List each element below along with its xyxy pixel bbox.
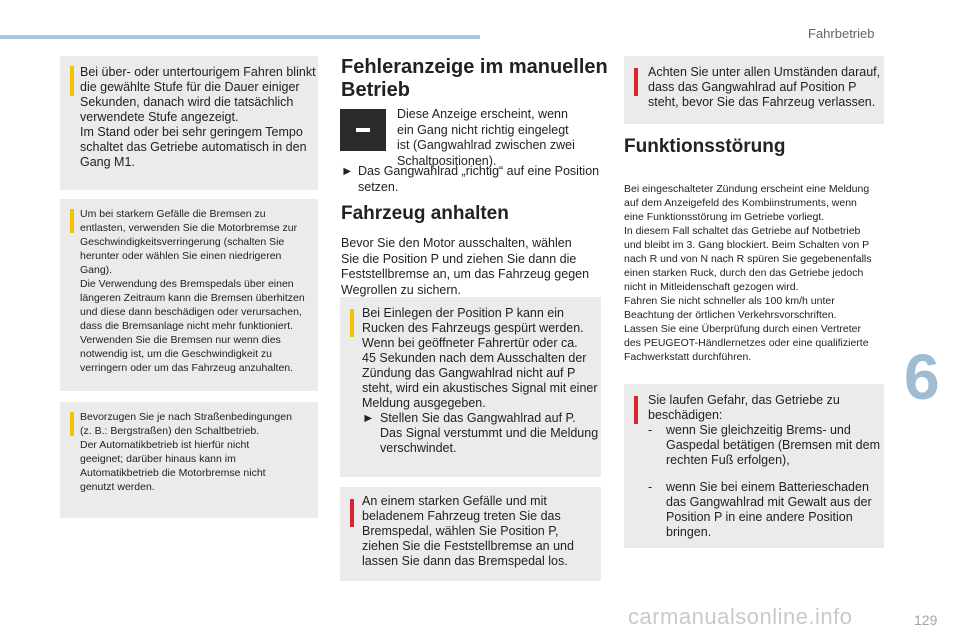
warning-bar [634, 68, 638, 96]
warning-item-pedals: wenn Sie gleichzeitig Brems- und Gaspedal betätigen (Bremsen mit dem rechten Fuß erfolgen), [666, 423, 880, 467]
warning-bar [350, 499, 354, 527]
info-bar [350, 309, 354, 337]
info-box-manual-mode [60, 402, 318, 518]
warning-box-leave-vehicle [624, 56, 884, 124]
bullet-text: Das Gangwahlrad „richtig“ auf eine Position setzen. [358, 164, 600, 194]
heading-malfunction: Funktionsstörung [624, 136, 786, 157]
info-bar [70, 66, 74, 96]
malfunction-paragraph: Bei eingeschalteter Zündung erscheint eine Meldung auf dem Anzeigefeld des Kombiinstruments, wenn eine Funktionsstörung im Getriebe vorliegt. In diesem Fall schaltet das Getriebe auf Notbetrieb und bleibt im 3. Gang blockiert. Beim Schalten von P nach R und von N nach R spüren Sie gegebenenfalls einen starken Ruck, durch den das Getriebe jedoch nicht in Mitleidenschaft gezogen wird. Fahren Sie nicht schneller als 100 km/h unter Beachtung der örtlichen Verkehrsvorschriften. Lassen Sie eine Überprüfung durch einen Vertreter des PEUGEOT-Händlernetzes oder eine qualifizierte Fachwerkstatt durchführen. [624, 183, 872, 363]
warning-text: An einem starken Gefälle und mit beladenem Fahrzeug treten Sie das Bremspedal, wählen Sie Position P, ziehen Sie die Feststellbremse an und lassen Sie dann das Bremspedal los. [362, 494, 574, 568]
warning-bar [634, 396, 638, 424]
info-text: Bei Einlegen der Position P kann ein Rucken des Fahrzeugs gespürt werden. Wenn bei geöffneter Fahrertür oder ca. 45 Sekunden nach dem Ausschalten der Zündung das Gangwahlrad nicht auf P steht, wird ein akustisches Signal mit einer Meldung ausgegeben. [362, 306, 598, 410]
warning-item-battery: wenn Sie bei einem Batterieschaden das Gangwahlrad mit Gewalt aus der Position P in eine andere Position bringen. [666, 480, 872, 539]
gear-error-display-icon [340, 109, 386, 151]
info-bar [70, 209, 74, 233]
info-box-gear-display [60, 56, 318, 190]
display-description: Diese Anzeige erscheint, wenn ein Gang nicht richtig eingelegt ist (Gangwahlrad zwischen zwei Schaltpositionen). [397, 107, 575, 168]
watermark: carmanualsonline.info [628, 604, 853, 629]
header-bar [0, 35, 480, 39]
info-bar [70, 412, 74, 436]
bullet-marker: ► [341, 164, 354, 178]
dash-marker: - [648, 480, 653, 494]
warning-box-slope [340, 487, 601, 581]
section-title: Fahrbetrieb [808, 26, 875, 41]
info-text: Um bei starkem Gefälle die Bremsen zu entlasten, verwenden Sie die Motorbremse zur Geschwindigkeitsverringerung (schalten Sie herunter oder wählen Sie einen niedrigeren Gang). Die Verwendung des Bremspedals über einen längeren Zeitraum kann die Bremsen überhitzen und diese dann beschädigen oder verursachen, dass die Bremsanlage nicht mehr funktioniert. Verwenden Sie die Bremsen nur wenn dies notwendig ist, um die Geschwindigkeit zu verringern oder um das Fahrzeug anzuhalten. [80, 208, 305, 374]
warning-text: Achten Sie unter allen Umständen darauf, dass das Gangwahlrad auf Position P steht, bevor Sie das Fahrzeug verlassen. [648, 65, 881, 109]
chapter-number: 6 [904, 341, 940, 413]
heading-stop-vehicle: Fahrzeug anhalten [341, 203, 509, 224]
warning-intro: Sie laufen Gefahr, das Getriebe zu beschädigen: [648, 393, 840, 422]
page-number: 129 [914, 612, 938, 628]
info-text: Bei über- oder untertourigem Fahren blinkt die gewählte Stufe für die Dauer einiger Sekunden, danach wird die tatsächlich verwendete Stufe angezeigt. Im Stand oder bei sehr geringem Tempo schaltet das Getriebe automatisch in den Gang M1. [80, 65, 316, 169]
info-bullet-text: Stellen Sie das Gangwahlrad auf P. Das Signal verstummt und die Meldung verschwindet. [380, 411, 599, 455]
info-box-engine-brake [60, 199, 318, 391]
stop-paragraph: Bevor Sie den Motor ausschalten, wählen Sie die Position P und ziehen Sie dann die Feststellbremse an, um das Fahrzeug gegen Wegrollen zu sichern. [341, 236, 590, 297]
bullet-marker: ► [362, 411, 375, 425]
info-text: Bevorzugen Sie je nach Straßenbedingungen (z. B.: Bergstraßen) den Schaltbetrieb. Der Automatikbetrieb ist hierfür nicht geeignet; darüber hinaus kann im Automatikbetrieb die Motorbremse nicht genutzt werden. [80, 411, 292, 493]
dash-marker: - [648, 423, 653, 437]
warning-box-gearbox-damage [624, 384, 884, 548]
heading-error-display: Fehleranzeige im manuellen Betrieb [341, 56, 608, 101]
info-box-park-position [340, 297, 601, 477]
